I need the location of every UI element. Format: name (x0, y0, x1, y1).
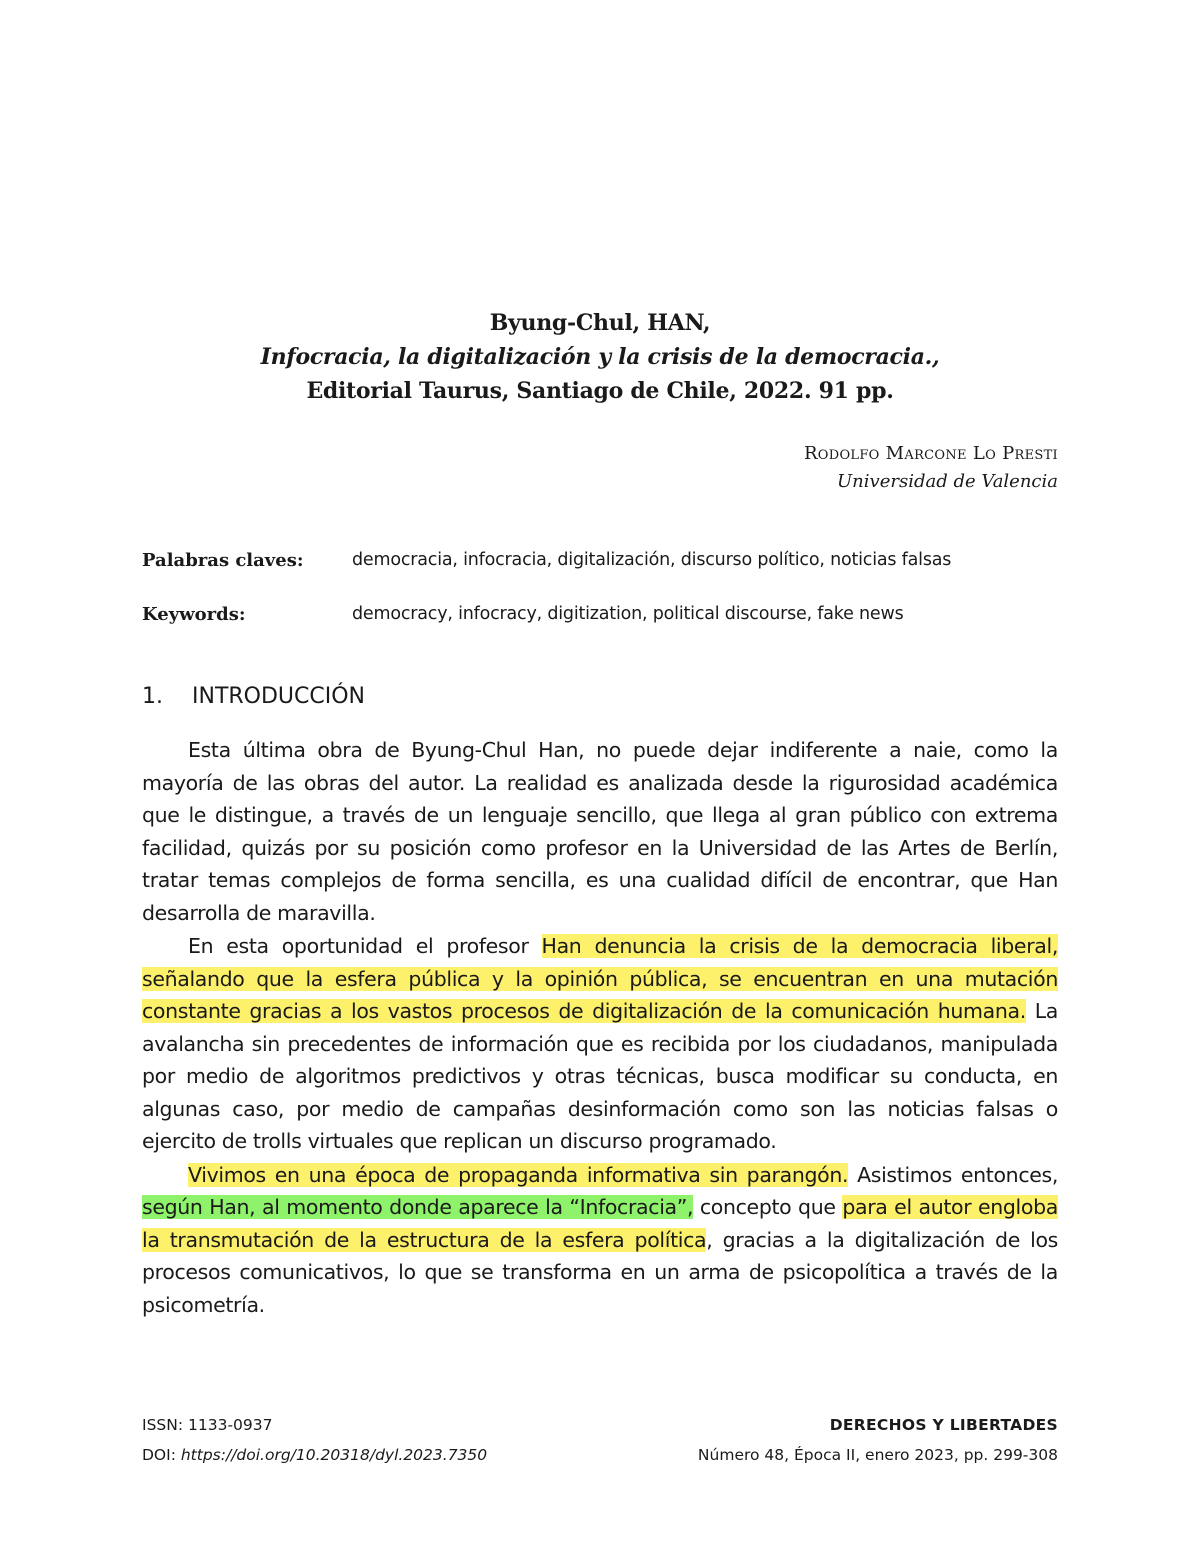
highlight-yellow: para el autor engloba la transmutación de la estructura de la esfera política (142, 1195, 1058, 1252)
keywords-es-value: democracia, infocracia, digitalización, discurso político, noticias falsas (352, 550, 952, 570)
paragraph-1: Esta última obra de Byung-Chul Han, no puede dejar indiferente a naie, como la mayoría de las obras del autor. La realidad es analizada desde la rigurosidad académica que le distingue, a través de un lenguaje sencillo, que llega al gran público con extrema facilidad, quizás por su posición como profesor en la Universidad de las Artes de Berlín, tratar temas complejos de forma sencilla, es una cualidad difícil de encontrar, que Han desarrolla de maravilla. (142, 738, 1058, 925)
paragraph-2-text-b: La avalancha sin precedentes de información que es recibida por los ciudadanos, manipulada por medio de algoritmos predictivos y otras técnicas, busca modificar su conducta, en algunas caso, por medio de campañas desinformación como son las noticias falsas o ejercito de trolls virtuales que replican un discurso programado. (142, 999, 1058, 1153)
keywords-es-label: Palabras claves: (142, 550, 304, 571)
paragraph-2-text-a: En esta oportunidad el profesor (188, 934, 542, 958)
section-title: INTRODUCCIÓN (192, 684, 366, 709)
highlight-yellow: Vivimos en una época de propaganda informativa sin parangón. (188, 1162, 849, 1187)
paragraph-2 (142, 930, 1058, 1158)
paragraph-3-text-a: Asistimos entonces, (848, 1162, 1058, 1187)
issn: ISSN: 1133-0937 (142, 1416, 273, 1434)
body-text (142, 734, 1058, 1322)
keywords-en-label: Keywords: (142, 604, 246, 625)
journal-name: DERECHOS Y LIBERTADES (829, 1416, 1058, 1434)
doi-link[interactable]: https://doi.org/10.20318/dyl.2023.7350 (180, 1446, 488, 1464)
highlight-yellow: Han denuncia la crisis de la democracia liberal, señalando que la esfera pública y la opinión pública, se encuentran en una mutación constante gracias a los vastos procesos de digitalización de la comunicación humana. (142, 934, 1059, 1023)
highlight-green: según Han, al momento donde aparece la “Infocracia”, (142, 1195, 694, 1219)
issue-info: Número 48, Época II, enero 2023, pp. 299-308 (697, 1446, 1058, 1464)
reviewer-block (804, 440, 1058, 496)
book-author: Byung-Chul, HAN, (489, 310, 711, 336)
reviewer-name: Rodolfo Marcone Lo Presti (803, 443, 1058, 464)
page-footer (142, 1410, 1058, 1470)
doi (142, 1440, 487, 1470)
book-title: Infocracia, la digitalización y la crisis de la democracia., (260, 344, 940, 370)
reviewer-affiliation: Universidad de Valencia (837, 471, 1058, 492)
paragraph-3-text-b: concepto que (693, 1195, 843, 1219)
review-header (142, 306, 1058, 408)
doi-label: DOI: (142, 1446, 181, 1464)
section-number: 1. (142, 684, 163, 709)
keywords-es (142, 548, 1058, 573)
paragraph-3-text-c: , gracias a la digitalización de los procesos comunicativos, lo que se transforma en un arma de psicopolítica a través de la psicometría. (142, 1227, 1058, 1317)
keywords-en-value: democracy, infocracy, digitization, political discourse, fake news (352, 604, 904, 624)
publisher-info: Editorial Taurus, Santiago de Chile, 2022. 91 pp. (306, 378, 894, 404)
section-heading (142, 680, 365, 714)
paragraph-3 (142, 1159, 1058, 1322)
keywords-en (142, 602, 1058, 627)
